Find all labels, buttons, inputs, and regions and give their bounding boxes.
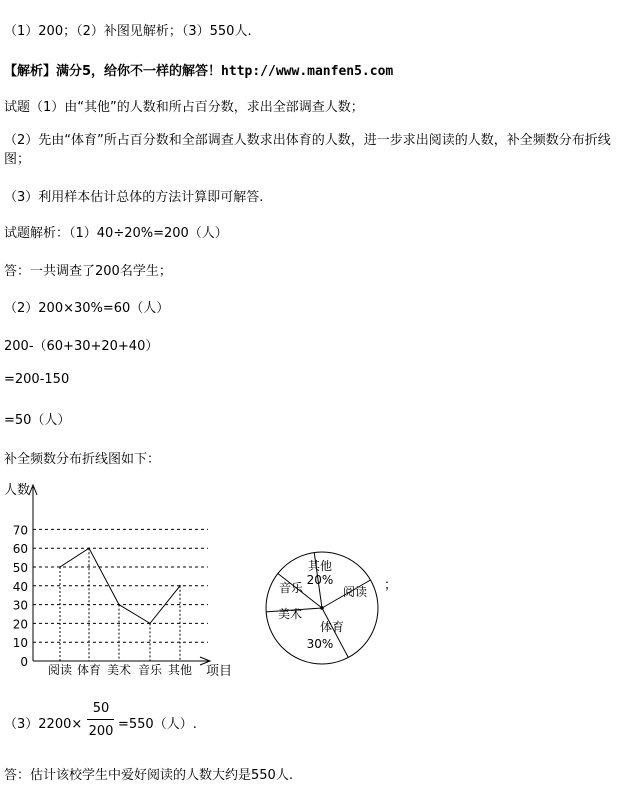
data-point xyxy=(59,566,61,568)
data-point xyxy=(179,585,181,587)
y-tick-label: 70 xyxy=(12,523,28,538)
x-tick-label: 其他 xyxy=(167,663,193,677)
x-tick-label: 音乐 xyxy=(137,663,163,677)
solution-step-2: （2）200×30%=60（人） xyxy=(4,301,170,316)
pie-chart xyxy=(266,552,397,664)
fraction-bar xyxy=(87,719,114,720)
x-tick-label: 阅读 xyxy=(47,663,73,677)
solution-step-1: 试题解析：（1）40÷20%=200（人） xyxy=(4,226,228,241)
fraction-numerator: 50 xyxy=(92,701,110,716)
solution-calc-3: =50（人） xyxy=(4,413,71,428)
x-tick-label: 体育 xyxy=(76,663,102,677)
pie-label-art: 美术 xyxy=(277,607,303,621)
pie-percent-other: 20% xyxy=(306,573,334,587)
y-tick-label: 0 xyxy=(20,655,28,669)
pie-label-other: 其他 xyxy=(307,559,333,573)
x-tick-label: 美术 xyxy=(106,663,132,677)
y-tick-label: 50 xyxy=(12,561,28,575)
solution-calc-2: =200-150 xyxy=(4,372,70,387)
fraction-denominator: 200 xyxy=(88,724,114,739)
y-axis-label: 人数 xyxy=(4,483,31,498)
y-tick-label: 20 xyxy=(12,617,28,632)
pie-label-reading: 阅读 xyxy=(342,585,368,599)
solution-answer-1: 答：一共调查了200名学生； xyxy=(4,264,172,279)
solution-step-3-prefix: （3）2200× xyxy=(4,717,83,732)
y-tick-label: 30 xyxy=(12,598,28,613)
analysis-step-3: （3）利用样本估计总体的方法计算即可解答. xyxy=(4,190,264,205)
data-point xyxy=(118,604,120,606)
pie-label-music: 音乐 xyxy=(278,581,304,595)
y-tick-label: 10 xyxy=(12,636,28,651)
solution-calc-1: 200-（60+30+20+40） xyxy=(4,339,159,354)
chart-suffix: ； xyxy=(384,578,398,593)
analysis-step-1: 试题（1）由“其他”的人数和所占百分数，求出全部调查人数； xyxy=(4,100,364,115)
answer-summary: （1）200；（2）补图见解析；（3）550人. xyxy=(4,24,252,39)
pie-label-sports: 体育 xyxy=(319,620,345,634)
y-tick-label: 40 xyxy=(12,579,28,594)
chart-intro: 补全频数分布折线图如下： xyxy=(4,452,161,467)
data-point xyxy=(88,547,90,549)
analysis-title: 【解析】满分5，给你不一样的解答！ xyxy=(4,64,222,79)
solution-step-3-result: =550（人）. xyxy=(118,717,197,732)
pie-center xyxy=(320,606,324,610)
analysis-step-2: （2）先由“体育”所占百分数和全部调查人数求出体育的人数，进一步求出阅读的人数，补全频数分布折线图； xyxy=(4,133,611,167)
line-chart xyxy=(4,482,232,679)
analysis-header xyxy=(4,60,393,79)
data-point xyxy=(149,623,151,625)
pie-percent-sports: 30% xyxy=(306,637,334,651)
charts-figure xyxy=(0,478,630,688)
x-axis-label: 项目 xyxy=(206,664,233,679)
y-tick-label: 60 xyxy=(12,542,28,557)
source-url: http://www.manfen5.com xyxy=(221,64,394,79)
final-answer: 答：估计该校学生中爱好阅读的人数大约是550人. xyxy=(4,768,293,783)
